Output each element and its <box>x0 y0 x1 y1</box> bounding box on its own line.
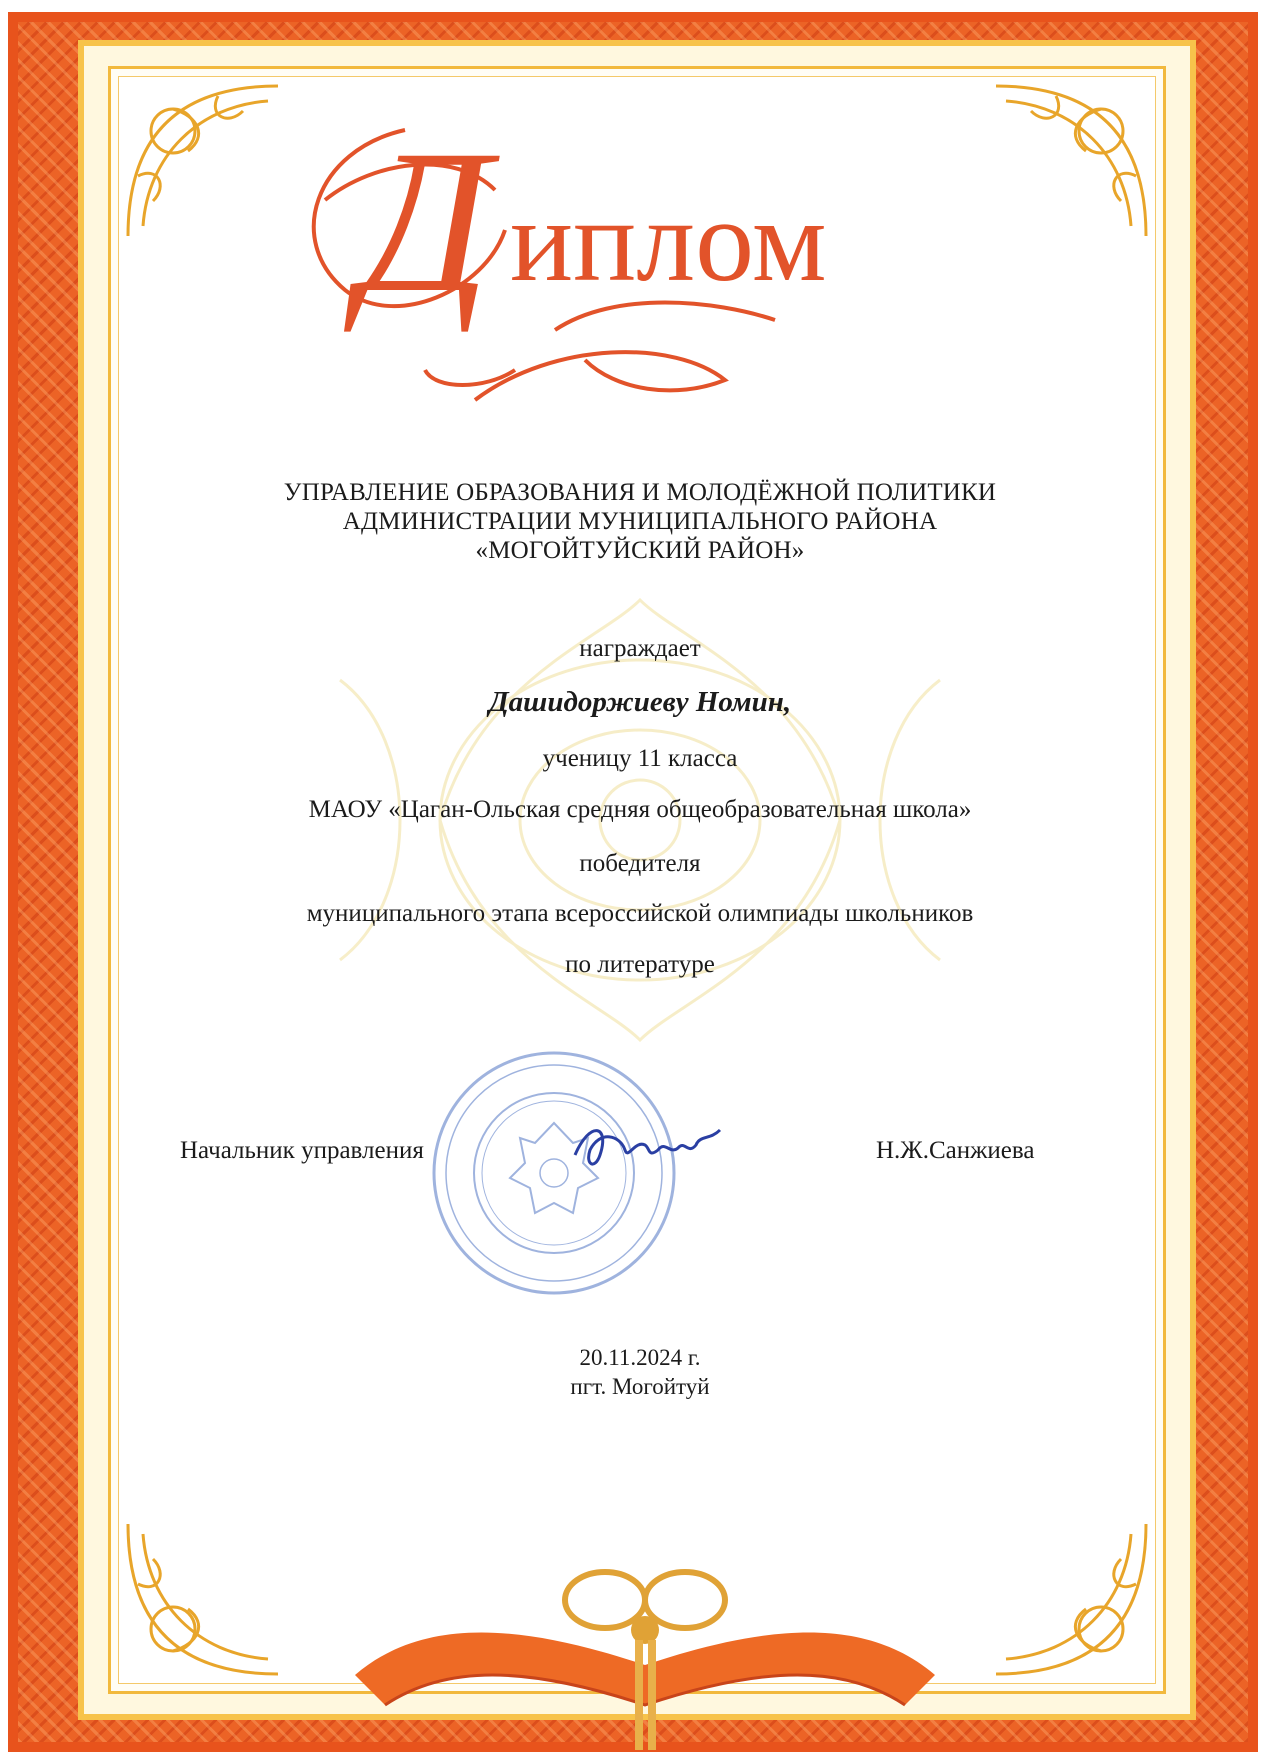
handwritten-signature <box>570 1110 730 1180</box>
corner-ornament-bottom-left <box>118 1514 288 1684</box>
diploma-title <box>255 90 955 420</box>
signatory-name: Н.Ж.Санжиева <box>876 1137 1035 1164</box>
organization-line-1: УПРАВЛЕНИЕ ОБРАЗОВАНИЯ И МОЛОДЁЖНОЙ ПОЛИТИКИ <box>283 479 997 506</box>
issuing-organization <box>140 478 1140 565</box>
ribbon-bow-ornament <box>345 1555 945 1760</box>
corner-ornament-top-right <box>986 76 1156 246</box>
recipient-name: Дашидоржиеву Номин, <box>488 686 792 718</box>
award-status: победителя <box>579 850 701 877</box>
issue-place: пгт. Могойтуй <box>570 1374 710 1399</box>
title-rest: иплом <box>510 175 827 306</box>
recipient-grade: ученицу 11 класса <box>542 745 738 772</box>
recipient-school: МАОУ «Цаган-Ольская средняя общеобразовательная школа» <box>308 796 972 823</box>
title-initial: Д <box>360 108 491 335</box>
organization-line-3: «МОГОЙТУЙСКИЙ РАЙОН» <box>475 537 805 564</box>
corner-ornament-bottom-right <box>986 1514 1156 1684</box>
olympiad-stage: муниципального этапа всероссийской олимпиады школьников <box>306 900 974 927</box>
organization-line-2: АДМИНИСТРАЦИИ МУНИЦИПАЛЬНОГО РАЙОНА <box>342 508 938 535</box>
olympiad-subject: по литературе <box>565 951 715 978</box>
award-verb: награждает <box>579 635 701 662</box>
signatory-role: Начальник управления <box>180 1137 424 1164</box>
issue-date: 20.11.2024 г. <box>579 1345 701 1370</box>
